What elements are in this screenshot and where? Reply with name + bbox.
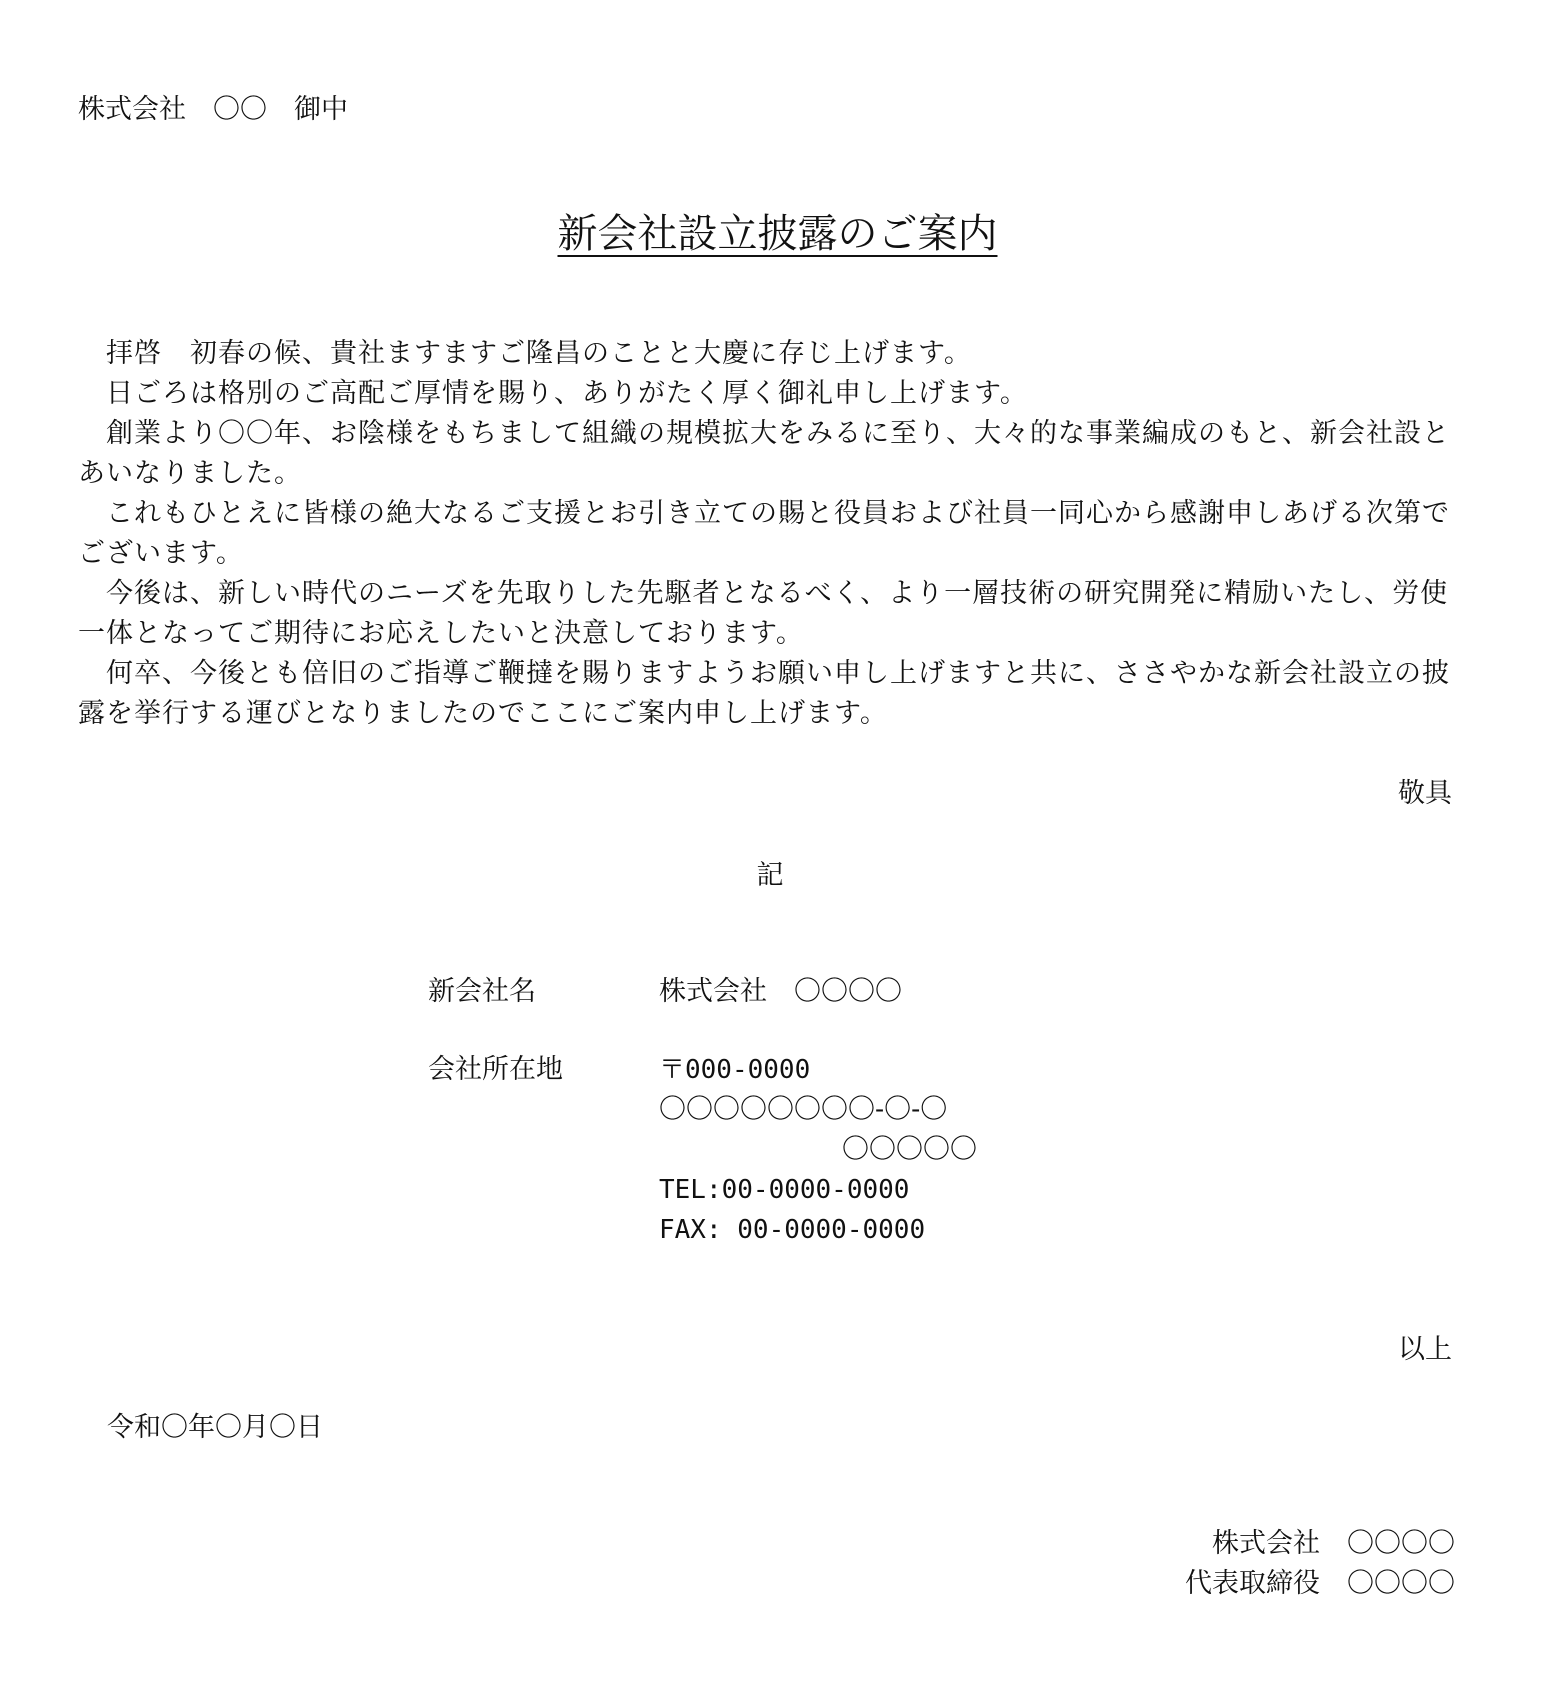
end-mark: 以上 <box>1398 1334 1452 1365</box>
body-paragraph: 何卒、今後とも倍旧のご指導ご鞭撻を賜りますようお願い申し上げますと共に、ささやかな新会社設立の披露を挙行する運びとなりましたのでここにご案内申し上げます。 <box>78 658 1450 729</box>
letter-date: 令和〇年〇月〇日 <box>107 1412 323 1443</box>
company-name-value: 株式会社 〇〇〇〇 <box>659 976 902 1007</box>
company-name-values <box>659 972 902 1012</box>
closing-keigu: 敬具 <box>1398 778 1452 809</box>
ki-heading: 記 <box>756 860 784 891</box>
address-line-2: 〇〇〇〇〇 <box>842 1134 977 1165</box>
body-paragraph: 日ごろは格別のご高配ご厚情を賜り、ありがたく厚く御礼申し上げます。 <box>78 378 1028 409</box>
letter-body <box>78 334 1458 734</box>
sender-company: 株式会社 〇〇〇〇 <box>1212 1528 1455 1559</box>
body-paragraph: 拝啓 初春の候、貴社ますますご隆昌のことと大慶に存じ上げます。 <box>78 338 972 369</box>
address-values <box>659 1050 977 1250</box>
details-section <box>428 972 977 1288</box>
sender-representative: 代表取締役 〇〇〇〇 <box>1185 1568 1455 1599</box>
body-paragraph: 創業より〇〇年、お陰様をもちまして組織の規模拡大をみるに至り、大々的な事業編成のもと、新会社設とあいなりました。 <box>78 418 1450 489</box>
document-title <box>0 206 1555 262</box>
address-row <box>428 1050 977 1250</box>
fax-number: FAX: 00-0000-0000 <box>659 1215 926 1245</box>
body-paragraph: 今後は、新しい時代のニーズを先取りした先駆者となるべく、より一層技術の研究開発に精励いたし、労使一体となってご期待にお応えしたいと決意しております。 <box>78 578 1449 649</box>
tel-number: TEL:00-0000-0000 <box>659 1175 910 1205</box>
company-name-row <box>428 972 977 1012</box>
document-title-text: 新会社設立披露のご案内 <box>557 211 998 257</box>
body-paragraph: これもひとえに皆様の絶大なるご支援とお引き立ての賜と役員および社員一同心から感謝申しあげる次第でございます。 <box>78 498 1450 569</box>
address-line-1: 〇〇〇〇〇〇〇〇-〇-〇 <box>659 1094 948 1125</box>
postal-code: 〒000-0000 <box>659 1055 811 1085</box>
company-name-label: 新会社名 <box>428 976 536 1007</box>
sender-block <box>1185 1524 1455 1604</box>
recipient-line: 株式会社 〇〇 御中 <box>78 94 348 125</box>
address-label: 会社所在地 <box>428 1054 563 1085</box>
